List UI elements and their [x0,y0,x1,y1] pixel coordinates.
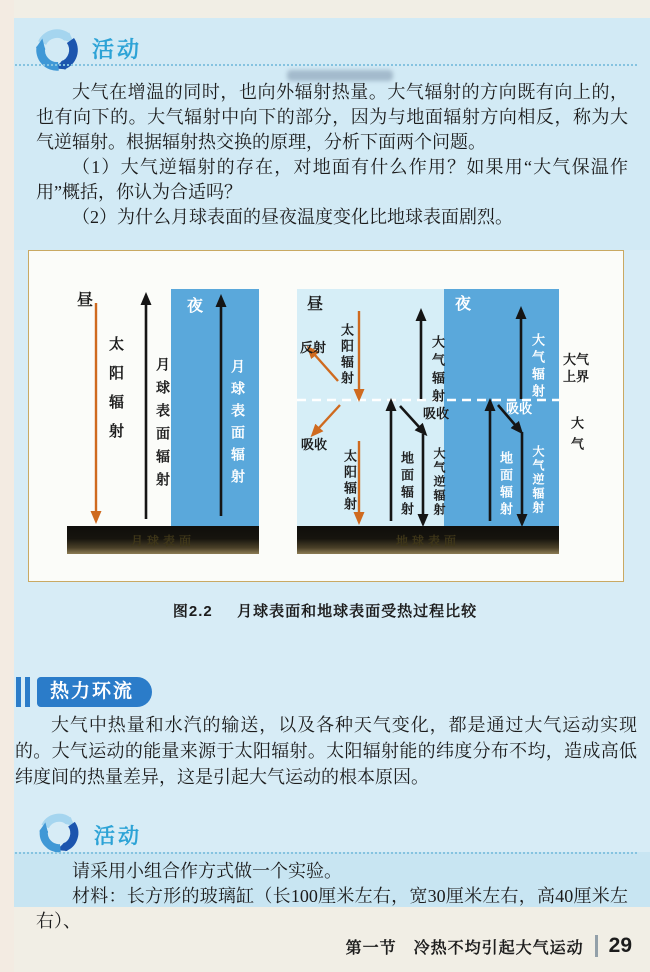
atmosphere-top-label-line1: 大气 [563,352,590,367]
footer-divider [595,935,598,957]
activity1-title: 活动 [92,37,143,62]
moon-night-label: 夜 [187,298,204,315]
earth-ground-label: 地球表面 [395,533,460,548]
footer-page-number: 29 [608,934,632,957]
earth-absorb-night-label: 吸收 [506,401,533,416]
figure-2-2 [28,250,624,582]
activity1-text [36,80,628,230]
activity2-title: 活动 [94,825,142,848]
activity1-question-1: （1）大气逆辐射的存在，对地面有什么作用？如果用“大气保温作用”概括，你认为合适吗？ [36,157,628,202]
earth-ground-day-label: 地面辐射 [399,451,414,519]
moon-surface-day-label: 月球表面辐射 [155,357,171,495]
earth-solar-lower-label: 太阳辐射 [342,449,357,513]
earth-counter-day-label: 大气逆辐射 [432,447,446,517]
earth-atmo-day-label: 大气辐射 [430,335,445,407]
section-paragraph: 大气中热量和水汽的输送，以及各种天气变化，都是通过大气运动实现的。大气运动的能量来源于太阳辐射。太阳辐射能的纬度分布不均，造成高低纬度间的热量差异，这是引起大气运动的根本原因。 [15,715,637,787]
activity1-intro: 大气在增温的同时，也向外辐射热量。大气辐射的方向既有向上的，也有向下的。大气辐射中向下的部分，因为与地面辐射方向相反，称为大气逆辐射。根据辐射热交换的原理，分析下面两个问题。 [36,82,628,152]
earth-absorb-day-arrow [400,406,420,428]
moon-day-label: 昼 [77,292,94,309]
figure-caption-text: 月球表面和地球表面受热过程比较 [237,603,478,620]
page-left-edge [0,0,14,972]
atmosphere-label: 大气 [569,416,584,458]
earth-day-label: 昼 [307,296,324,313]
earth-absorb-solar-label: 吸收 [301,437,328,452]
footer-section-title: 第一节 冷热不均引起大气运动 [345,939,584,957]
moon-surface-night-label: 月球表面辐射 [230,359,246,491]
activity1-divider [15,64,637,66]
activity2-text [36,859,628,934]
earth-absorb-solar-arrow [318,405,340,429]
figure-caption-tag: 图2.2 [172,603,213,620]
moon-ground-label: 月球表面 [130,533,195,548]
section-paragraph-wrap [15,712,637,790]
activity2-line1: 请采用小组合作方式做一个实验。 [72,861,342,881]
activity2-divider [15,852,637,854]
page-footer [0,934,632,958]
earth-atmo-night-label: 大气辐射 [530,333,545,401]
section-accent-bar-1 [16,677,21,707]
figure-caption [28,600,622,621]
earth-reflect-label: 反射 [300,340,327,355]
moon-solar-label: 太阳辐射 [107,336,124,452]
moon-ground-bar [67,526,259,554]
earth-absorb-day-label: 吸收 [423,406,450,421]
activity1-question-2: （2）为什么月球表面的昼夜温度变化比地球表面剧烈。 [72,207,513,227]
earth-solar-upper-label: 太阳辐射 [339,323,354,387]
earth-counter-night-label: 大气逆辐射 [531,445,545,515]
activity2-line2: 材料：长方形的玻璃缸（长100厘米左右，宽30厘米左右，高40厘米左右）、 [36,886,628,931]
section-title-badge: 热力环流 [37,677,152,707]
earth-ground-night-label: 地面辐射 [498,451,513,519]
earth-reflect-arrow [314,354,338,381]
atmosphere-top-label [563,351,589,385]
activity-cycle-icon [28,21,86,79]
atmosphere-top-label-line2: 上界 [563,369,590,384]
earth-night-label: 夜 [455,296,472,313]
earth-ground-bar [297,526,559,554]
section-accent-bar-2 [25,677,30,707]
